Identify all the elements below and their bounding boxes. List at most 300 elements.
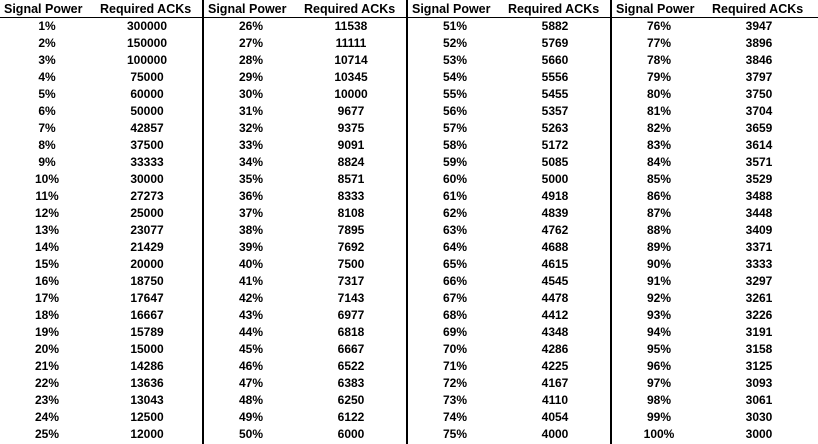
- table-block: [408, 0, 612, 444]
- required-acks-cell: 5882: [541, 19, 569, 33]
- table-row: [612, 341, 818, 358]
- signal-power-cell: 20%: [34, 342, 60, 356]
- required-acks-cell: 4918: [541, 189, 569, 203]
- table-row: [612, 205, 818, 222]
- table-row: [0, 324, 202, 341]
- table-row: [0, 137, 202, 154]
- signal-power-cell: 36%: [238, 189, 264, 203]
- required-acks-cell: 4225: [541, 359, 569, 373]
- signal-power-cell: 25%: [34, 427, 60, 441]
- signal-power-cell: 67%: [442, 291, 468, 305]
- required-acks-cell: 37500: [130, 138, 164, 152]
- table-row: [408, 239, 610, 256]
- signal-power-cell: 74%: [442, 410, 468, 424]
- table-row: [408, 256, 610, 273]
- header-row: [0, 0, 202, 18]
- table-row: [408, 103, 610, 120]
- table-row: [0, 307, 202, 324]
- table-row: [0, 18, 202, 35]
- required-acks-cell: 100000: [126, 53, 168, 67]
- signal-power-cell: 30%: [238, 87, 264, 101]
- required-acks-cell: 4839: [541, 206, 569, 220]
- table-row: [612, 18, 818, 35]
- signal-power-cell: 71%: [442, 359, 468, 373]
- signal-power-cell: 1%: [38, 19, 56, 33]
- required-acks-cell: 3297: [745, 274, 773, 288]
- required-acks-cell: 3333: [745, 257, 773, 271]
- required-acks-cell: 5172: [541, 138, 569, 152]
- signal-power-cell: 91%: [646, 274, 672, 288]
- required-acks-cell: 3158: [745, 342, 773, 356]
- signal-power-cell: 97%: [646, 376, 672, 390]
- required-acks-cell: 13043: [130, 393, 164, 407]
- table-row: [408, 137, 610, 154]
- signal-power-header: Signal Power: [208, 2, 287, 16]
- required-acks-cell: 8824: [337, 155, 365, 169]
- signal-power-cell: 22%: [34, 376, 60, 390]
- required-acks-cell: 4688: [541, 240, 569, 254]
- table-row: [0, 171, 202, 188]
- signal-power-cell: 80%: [646, 87, 672, 101]
- required-acks-cell: 5085: [541, 155, 569, 169]
- table-row: [408, 290, 610, 307]
- signal-power-cell: 29%: [238, 70, 264, 84]
- required-acks-cell: 3704: [745, 104, 773, 118]
- required-acks-cell: 3797: [745, 70, 773, 84]
- signal-power-cell: 60%: [442, 172, 468, 186]
- signal-power-cell: 18%: [34, 308, 60, 322]
- signal-power-header: Signal Power: [616, 2, 695, 16]
- signal-power-cell: 98%: [646, 393, 672, 407]
- required-acks-cell: 300000: [126, 19, 168, 33]
- table-row: [204, 375, 406, 392]
- required-acks-header: Required ACKs: [508, 2, 600, 16]
- signal-power-cell: 15%: [34, 257, 60, 271]
- signal-power-cell: 28%: [238, 53, 264, 67]
- signal-power-cell: 37%: [238, 206, 264, 220]
- table-block: [0, 0, 204, 444]
- required-acks-cell: 14286: [130, 359, 164, 373]
- table-row: [204, 239, 406, 256]
- table-row: [408, 426, 610, 443]
- required-acks-cell: 3896: [745, 36, 773, 50]
- table-row: [204, 171, 406, 188]
- table-row: [0, 426, 202, 443]
- required-acks-cell: 7895: [337, 223, 365, 237]
- required-acks-cell: 5769: [541, 36, 569, 50]
- required-acks-cell: 5000: [541, 172, 569, 186]
- signal-power-cell: 90%: [646, 257, 672, 271]
- required-acks-cell: 4545: [541, 274, 569, 288]
- required-acks-cell: 9677: [337, 104, 365, 118]
- required-acks-cell: 5556: [541, 70, 569, 84]
- table-row: [204, 137, 406, 154]
- required-acks-cell: 60000: [130, 87, 164, 101]
- required-acks-header: Required ACKs: [100, 2, 192, 16]
- signal-power-cell: 47%: [238, 376, 264, 390]
- required-acks-cell: 7143: [337, 291, 365, 305]
- table-row: [408, 52, 610, 69]
- signal-power-cell: 99%: [646, 410, 672, 424]
- table-row: [612, 426, 818, 443]
- required-acks-cell: 6122: [337, 410, 365, 424]
- signal-power-cell: 9%: [38, 155, 56, 169]
- table-row: [0, 205, 202, 222]
- table-row: [204, 120, 406, 137]
- signal-power-cell: 96%: [646, 359, 672, 373]
- signal-power-cell: 16%: [34, 274, 60, 288]
- signal-power-cell: 41%: [238, 274, 264, 288]
- signal-power-cell: 72%: [442, 376, 468, 390]
- required-acks-cell: 6977: [337, 308, 365, 322]
- header-row: [204, 0, 406, 18]
- required-acks-cell: 3030: [745, 410, 773, 424]
- table-row: [204, 52, 406, 69]
- signal-power-cell: 85%: [646, 172, 672, 186]
- table-row: [408, 18, 610, 35]
- required-acks-cell: 5455: [541, 87, 569, 101]
- signal-power-cell: 83%: [646, 138, 672, 152]
- table-row: [612, 120, 818, 137]
- table-row: [612, 307, 818, 324]
- signal-power-cell: 21%: [34, 359, 60, 373]
- table-row: [612, 324, 818, 341]
- table-row: [408, 222, 610, 239]
- signal-power-cell: 95%: [646, 342, 672, 356]
- table-row: [204, 103, 406, 120]
- required-acks-cell: 8108: [337, 206, 365, 220]
- required-acks-cell: 3093: [745, 376, 773, 390]
- signal-power-cell: 11%: [35, 189, 59, 203]
- signal-power-cell: 68%: [442, 308, 468, 322]
- required-acks-cell: 3191: [745, 325, 773, 339]
- table-row: [408, 341, 610, 358]
- table-row: [408, 205, 610, 222]
- required-acks-cell: 42857: [130, 121, 164, 135]
- signal-power-cell: 57%: [442, 121, 468, 135]
- signal-power-cell: 63%: [442, 223, 468, 237]
- signal-power-cell: 3%: [38, 53, 56, 67]
- table-row: [408, 358, 610, 375]
- table-row: [612, 35, 818, 52]
- required-acks-cell: 5357: [541, 104, 569, 118]
- required-acks-cell: 25000: [130, 206, 164, 220]
- table-block: [612, 0, 818, 444]
- required-acks-cell: 30000: [130, 172, 164, 186]
- signal-power-cell: 59%: [442, 155, 468, 169]
- table-row: [0, 273, 202, 290]
- required-acks-cell: 3448: [745, 206, 773, 220]
- table-row: [0, 239, 202, 256]
- table-row: [204, 69, 406, 86]
- table-row: [612, 103, 818, 120]
- required-acks-cell: 4348: [541, 325, 569, 339]
- required-acks-cell: 4000: [541, 427, 569, 441]
- table-row: [0, 392, 202, 409]
- signal-power-cell: 50%: [238, 427, 264, 441]
- table-row: [408, 324, 610, 341]
- table-row: [0, 69, 202, 86]
- required-acks-cell: 6383: [337, 376, 365, 390]
- table-row: [204, 188, 406, 205]
- required-acks-cell: 6667: [337, 342, 365, 356]
- table-row: [408, 188, 610, 205]
- table-row: [408, 120, 610, 137]
- table-row: [204, 358, 406, 375]
- required-acks-cell: 4054: [541, 410, 569, 424]
- signal-power-cell: 38%: [238, 223, 264, 237]
- required-acks-cell: 75000: [130, 70, 164, 84]
- signal-power-cell: 62%: [442, 206, 468, 220]
- table-row: [612, 375, 818, 392]
- required-acks-cell: 6000: [337, 427, 365, 441]
- table-row: [612, 358, 818, 375]
- table-row: [0, 375, 202, 392]
- required-acks-cell: 150000: [126, 36, 168, 50]
- signal-power-cell: 77%: [646, 36, 672, 50]
- required-acks-cell: 17647: [130, 291, 164, 305]
- signal-power-cell: 81%: [646, 104, 672, 118]
- table-row: [0, 52, 202, 69]
- required-acks-cell: 21429: [130, 240, 164, 254]
- signal-power-cell: 79%: [646, 70, 672, 84]
- table-row: [612, 392, 818, 409]
- table-row: [0, 290, 202, 307]
- table-row: [204, 341, 406, 358]
- required-acks-cell: 6522: [337, 359, 365, 373]
- signal-power-cell: 43%: [238, 308, 264, 322]
- required-acks-cell: 3061: [745, 393, 773, 407]
- required-acks-cell: 3488: [745, 189, 773, 203]
- signal-power-cell: 87%: [646, 206, 672, 220]
- required-acks-cell: 4286: [541, 342, 569, 356]
- table-row: [408, 69, 610, 86]
- table-row: [612, 52, 818, 69]
- signal-power-cell: 54%: [442, 70, 468, 84]
- table-row: [612, 154, 818, 171]
- table-row: [204, 222, 406, 239]
- signal-power-cell: 46%: [238, 359, 264, 373]
- required-acks-cell: 4762: [541, 223, 569, 237]
- table-row: [612, 409, 818, 426]
- table-row: [204, 409, 406, 426]
- signal-power-cell: 100%: [643, 427, 675, 441]
- required-acks-cell: 23077: [130, 223, 164, 237]
- table-block: [204, 0, 408, 444]
- table-row: [0, 409, 202, 426]
- signal-power-cell: 66%: [442, 274, 468, 288]
- signal-power-cell: 53%: [442, 53, 468, 67]
- signal-power-cell: 6%: [38, 104, 56, 118]
- table-row: [204, 86, 406, 103]
- required-acks-cell: 4167: [541, 376, 569, 390]
- table-row: [0, 103, 202, 120]
- signal-power-cell: 33%: [238, 138, 264, 152]
- table-row: [0, 154, 202, 171]
- table-row: [612, 86, 818, 103]
- table-row: [612, 188, 818, 205]
- table-row: [408, 375, 610, 392]
- required-acks-cell: 15000: [130, 342, 164, 356]
- table-row: [0, 222, 202, 239]
- signal-power-cell: 73%: [442, 393, 468, 407]
- signal-power-cell: 26%: [238, 19, 264, 33]
- table-row: [0, 120, 202, 137]
- required-acks-cell: 3371: [745, 240, 773, 254]
- required-acks-header: Required ACKs: [712, 2, 804, 16]
- required-acks-cell: 12000: [130, 427, 164, 441]
- required-acks-cell: 3947: [745, 19, 773, 33]
- header-row: [612, 0, 818, 18]
- signal-power-cell: 94%: [646, 325, 672, 339]
- table-row: [612, 137, 818, 154]
- signal-power-cell: 7%: [38, 121, 56, 135]
- required-acks-cell: 7692: [337, 240, 365, 254]
- signal-power-cell: 40%: [238, 257, 264, 271]
- table-row: [408, 86, 610, 103]
- signal-power-cell: 24%: [34, 410, 60, 424]
- required-acks-cell: 10345: [334, 70, 368, 84]
- table-row: [204, 205, 406, 222]
- table-row: [408, 409, 610, 426]
- required-acks-cell: 5263: [541, 121, 569, 135]
- signal-power-cell: 88%: [646, 223, 672, 237]
- signal-power-cell: 17%: [34, 291, 60, 305]
- table-row: [408, 171, 610, 188]
- table-row: [204, 154, 406, 171]
- signal-power-cell: 93%: [646, 308, 672, 322]
- table-row: [0, 341, 202, 358]
- required-acks-cell: 8571: [337, 172, 365, 186]
- table-row: [612, 290, 818, 307]
- signal-power-cell: 56%: [442, 104, 468, 118]
- table-row: [408, 35, 610, 52]
- table-row: [204, 324, 406, 341]
- signal-power-cell: 69%: [442, 325, 468, 339]
- signal-power-cell: 55%: [442, 87, 468, 101]
- required-acks-cell: 7500: [337, 257, 365, 271]
- required-acks-cell: 4478: [541, 291, 569, 305]
- required-acks-cell: 3409: [745, 223, 773, 237]
- required-acks-cell: 3000: [745, 427, 773, 441]
- signal-power-cell: 70%: [442, 342, 468, 356]
- table-row: [0, 358, 202, 375]
- required-acks-cell: 3750: [745, 87, 773, 101]
- required-acks-cell: 7317: [337, 274, 365, 288]
- required-acks-cell: 3125: [745, 359, 773, 373]
- table-row: [612, 273, 818, 290]
- required-acks-cell: 3261: [745, 291, 773, 305]
- required-acks-cell: 27273: [130, 189, 164, 203]
- table-row: [612, 69, 818, 86]
- required-acks-cell: 13636: [130, 376, 164, 390]
- required-acks-cell: 3226: [745, 308, 773, 322]
- signal-power-cell: 45%: [238, 342, 264, 356]
- signal-power-cell: 49%: [238, 410, 264, 424]
- table-row: [0, 188, 202, 205]
- required-acks-cell: 18750: [130, 274, 164, 288]
- required-acks-cell: 50000: [130, 104, 164, 118]
- signal-power-cell: 75%: [442, 427, 468, 441]
- signal-power-cell: 23%: [34, 393, 60, 407]
- table-row: [408, 307, 610, 324]
- required-acks-cell: 33333: [130, 155, 164, 169]
- table-row: [612, 222, 818, 239]
- signal-power-cell: 82%: [646, 121, 672, 135]
- signal-power-cell: 34%: [238, 155, 264, 169]
- required-acks-cell: 16667: [130, 308, 164, 322]
- signal-power-cell: 64%: [442, 240, 468, 254]
- required-acks-cell: 6818: [337, 325, 365, 339]
- table-row: [408, 392, 610, 409]
- signal-power-cell: 58%: [442, 138, 468, 152]
- required-acks-cell: 9375: [337, 121, 365, 135]
- required-acks-cell: 20000: [130, 257, 164, 271]
- signal-power-cell: 27%: [238, 36, 264, 50]
- required-acks-cell: 10714: [334, 53, 368, 67]
- signal-power-cell: 48%: [238, 393, 264, 407]
- required-acks-cell: 8333: [337, 189, 365, 203]
- signal-power-cell: 78%: [646, 53, 672, 67]
- required-acks-cell: 10000: [334, 87, 368, 101]
- signal-power-cell: 42%: [238, 291, 264, 305]
- signal-power-cell: 14%: [34, 240, 60, 254]
- required-acks-cell: 11111: [335, 36, 367, 50]
- required-acks-cell: 5660: [541, 53, 569, 67]
- required-acks-cell: 3846: [745, 53, 773, 67]
- signal-power-cell: 35%: [238, 172, 264, 186]
- header-row: [408, 0, 610, 18]
- required-acks-cell: 4615: [541, 257, 569, 271]
- table-row: [0, 256, 202, 273]
- table-row: [612, 239, 818, 256]
- required-acks-cell: 4110: [541, 393, 569, 407]
- required-acks-header: Required ACKs: [304, 2, 396, 16]
- required-acks-cell: 3571: [745, 155, 773, 169]
- signal-power-header: Signal Power: [4, 2, 83, 16]
- table-row: [0, 35, 202, 52]
- table-row: [204, 426, 406, 443]
- table-row: [204, 35, 406, 52]
- signal-power-cell: 5%: [38, 87, 56, 101]
- signal-power-cell: 12%: [34, 206, 60, 220]
- signal-power-cell: 76%: [646, 19, 672, 33]
- table-row: [204, 392, 406, 409]
- signal-power-cell: 4%: [38, 70, 56, 84]
- signal-power-cell: 44%: [238, 325, 264, 339]
- signal-power-cell: 13%: [34, 223, 60, 237]
- signal-power-cell: 52%: [442, 36, 468, 50]
- table-row: [408, 273, 610, 290]
- required-acks-cell: 3659: [745, 121, 773, 135]
- required-acks-cell: 9091: [337, 138, 365, 152]
- table-row: [408, 154, 610, 171]
- table-row: [204, 290, 406, 307]
- table-row: [204, 273, 406, 290]
- table-row: [612, 171, 818, 188]
- signal-power-cell: 19%: [34, 325, 60, 339]
- required-acks-cell: 3614: [745, 138, 773, 152]
- required-acks-cell: 4412: [541, 308, 569, 322]
- signal-power-cell: 86%: [646, 189, 672, 203]
- signal-power-cell: 92%: [646, 291, 672, 305]
- signal-power-cell: 32%: [238, 121, 264, 135]
- table-row: [0, 86, 202, 103]
- required-acks-cell: 6250: [337, 393, 365, 407]
- required-acks-cell: 11538: [334, 19, 368, 33]
- required-acks-cell: 3529: [745, 172, 773, 186]
- signal-power-cell: 89%: [646, 240, 672, 254]
